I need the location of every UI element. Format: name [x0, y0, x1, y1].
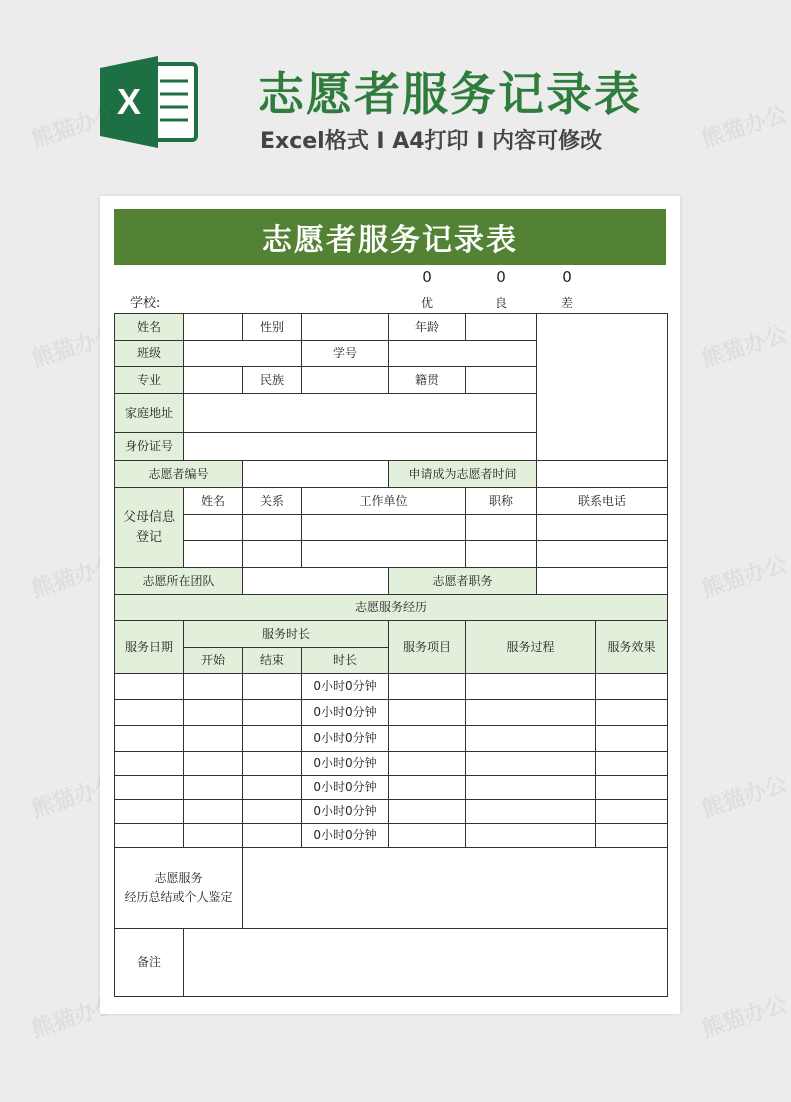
label-position: 志愿者职务	[389, 568, 537, 595]
label-name: 姓名	[115, 314, 184, 341]
label-duration: 时长	[302, 648, 389, 674]
excel-logo-icon	[100, 54, 200, 150]
major-cell[interactable]	[184, 367, 243, 394]
parent-cell[interactable]	[466, 515, 537, 541]
summary-cell[interactable]	[243, 848, 668, 929]
stat-count: 0	[422, 268, 432, 286]
stat-count: 0	[496, 268, 506, 286]
label-id-number: 身份证号	[115, 433, 184, 461]
parent-cell[interactable]	[537, 541, 668, 568]
service-process-cell[interactable]	[466, 700, 596, 726]
label-team: 志愿所在团队	[115, 568, 243, 595]
service-date-cell[interactable]	[115, 776, 184, 800]
start-cell[interactable]	[184, 700, 243, 726]
form-banner-title: 志愿者服务记录表	[114, 209, 666, 265]
label-student-id: 学号	[302, 341, 389, 367]
section-experience: 志愿服务经历	[115, 595, 668, 621]
gender-cell[interactable]	[302, 314, 389, 341]
label-service-duration: 服务时长	[184, 621, 389, 648]
label-parents: 父母信息登记	[115, 488, 184, 568]
ethnicity-cell[interactable]	[302, 367, 389, 394]
service-effect-cell[interactable]	[596, 776, 668, 800]
stat-label: 良	[494, 296, 507, 310]
start-cell[interactable]	[184, 776, 243, 800]
service-date-cell[interactable]	[115, 700, 184, 726]
stat-poor	[547, 268, 587, 311]
student-id-cell[interactable]	[389, 341, 537, 367]
parent-col-title: 职称	[466, 488, 537, 515]
start-cell[interactable]	[184, 726, 243, 752]
label-service-date: 服务日期	[115, 621, 184, 674]
duration-cell: 0小时0分钟	[302, 824, 389, 848]
start-cell[interactable]	[184, 752, 243, 776]
stat-label: 优	[420, 296, 433, 310]
parent-cell[interactable]	[302, 515, 466, 541]
service-item-cell[interactable]	[389, 776, 466, 800]
service-process-cell[interactable]	[466, 824, 596, 848]
parent-cell[interactable]	[243, 541, 302, 568]
label-native-place: 籍贯	[389, 367, 466, 394]
service-item-cell[interactable]	[389, 752, 466, 776]
parent-col-employer: 工作单位	[302, 488, 466, 515]
service-date-cell[interactable]	[115, 824, 184, 848]
label-major: 专业	[115, 367, 184, 394]
service-effect-cell[interactable]	[596, 700, 668, 726]
parent-cell[interactable]	[302, 541, 466, 568]
duration-cell: 0小时0分钟	[302, 776, 389, 800]
end-cell[interactable]	[243, 776, 302, 800]
end-cell[interactable]	[243, 752, 302, 776]
label-class: 班级	[115, 341, 184, 367]
svg-text:X: X	[116, 81, 142, 122]
age-cell[interactable]	[466, 314, 537, 341]
label-end: 结束	[243, 648, 302, 674]
page-subtitle: Excel格式 I A4打印 I 内容可修改	[260, 129, 603, 154]
label-service-process: 服务过程	[466, 621, 596, 674]
volunteer-record-table	[114, 313, 668, 997]
service-effect-cell[interactable]	[596, 824, 668, 848]
position-cell[interactable]	[537, 568, 668, 595]
name-cell[interactable]	[184, 314, 243, 341]
label-apply-time: 申请成为志愿者时间	[389, 461, 537, 488]
service-effect-cell[interactable]	[596, 726, 668, 752]
parent-cell[interactable]	[184, 541, 243, 568]
service-process-cell[interactable]	[466, 800, 596, 824]
duration-cell: 0小时0分钟	[302, 726, 389, 752]
service-process-cell[interactable]	[466, 776, 596, 800]
label-start: 开始	[184, 648, 243, 674]
duration-cell: 0小时0分钟	[302, 674, 389, 700]
school-label: 学校:	[130, 296, 161, 311]
parent-cell[interactable]	[537, 515, 668, 541]
duration-cell: 0小时0分钟	[302, 800, 389, 824]
service-date-cell[interactable]	[115, 800, 184, 824]
duration-cell: 0小时0分钟	[302, 700, 389, 726]
parent-col-name: 姓名	[184, 488, 243, 515]
start-cell[interactable]	[184, 674, 243, 700]
service-date-cell[interactable]	[115, 752, 184, 776]
service-date-cell[interactable]	[115, 674, 184, 700]
label-service-effect: 服务效果	[596, 621, 668, 674]
service-effect-cell[interactable]	[596, 674, 668, 700]
class-cell[interactable]	[184, 341, 302, 367]
photo-cell[interactable]	[537, 314, 668, 461]
service-effect-cell[interactable]	[596, 800, 668, 824]
service-process-cell[interactable]	[466, 726, 596, 752]
stat-label: 差	[560, 296, 573, 310]
service-date-cell[interactable]	[115, 726, 184, 752]
team-cell[interactable]	[243, 568, 389, 595]
label-summary: 志愿服务 经历总结或个人鉴定	[115, 848, 243, 929]
parent-cell[interactable]	[466, 541, 537, 568]
service-effect-cell[interactable]	[596, 752, 668, 776]
native-place-cell[interactable]	[466, 367, 537, 394]
label-remarks: 备注	[115, 929, 184, 997]
end-cell[interactable]	[243, 726, 302, 752]
label-service-item: 服务项目	[389, 621, 466, 674]
label-volunteer-no: 志愿者编号	[115, 461, 243, 488]
parent-col-relation: 关系	[243, 488, 302, 515]
remarks-cell[interactable]	[184, 929, 668, 997]
label-ethnicity: 民族	[243, 367, 302, 394]
parent-cell[interactable]	[184, 515, 243, 541]
end-cell[interactable]	[243, 824, 302, 848]
parent-col-phone: 联系电话	[537, 488, 668, 515]
start-cell[interactable]	[184, 800, 243, 824]
stat-good	[481, 268, 521, 311]
service-process-cell[interactable]	[466, 752, 596, 776]
address-cell[interactable]	[184, 394, 537, 433]
service-item-cell[interactable]	[389, 674, 466, 700]
service-process-cell[interactable]	[466, 674, 596, 700]
end-cell[interactable]	[243, 700, 302, 726]
service-item-cell[interactable]	[389, 824, 466, 848]
stat-count: 0	[562, 268, 572, 286]
label-address: 家庭地址	[115, 394, 184, 433]
service-item-cell[interactable]	[389, 800, 466, 824]
form-sheet	[100, 196, 680, 1014]
apply-time-cell[interactable]	[537, 461, 668, 488]
volunteer-no-cell[interactable]	[243, 461, 389, 488]
id-number-cell[interactable]	[184, 433, 537, 461]
service-item-cell[interactable]	[389, 700, 466, 726]
duration-cell: 0小时0分钟	[302, 752, 389, 776]
service-item-cell[interactable]	[389, 726, 466, 752]
parent-cell[interactable]	[243, 515, 302, 541]
end-cell[interactable]	[243, 674, 302, 700]
start-cell[interactable]	[184, 824, 243, 848]
stat-excellent	[407, 268, 447, 311]
page-title: 志愿者服务记录表	[258, 67, 642, 121]
label-gender: 性别	[243, 314, 302, 341]
end-cell[interactable]	[243, 800, 302, 824]
label-age: 年龄	[389, 314, 466, 341]
